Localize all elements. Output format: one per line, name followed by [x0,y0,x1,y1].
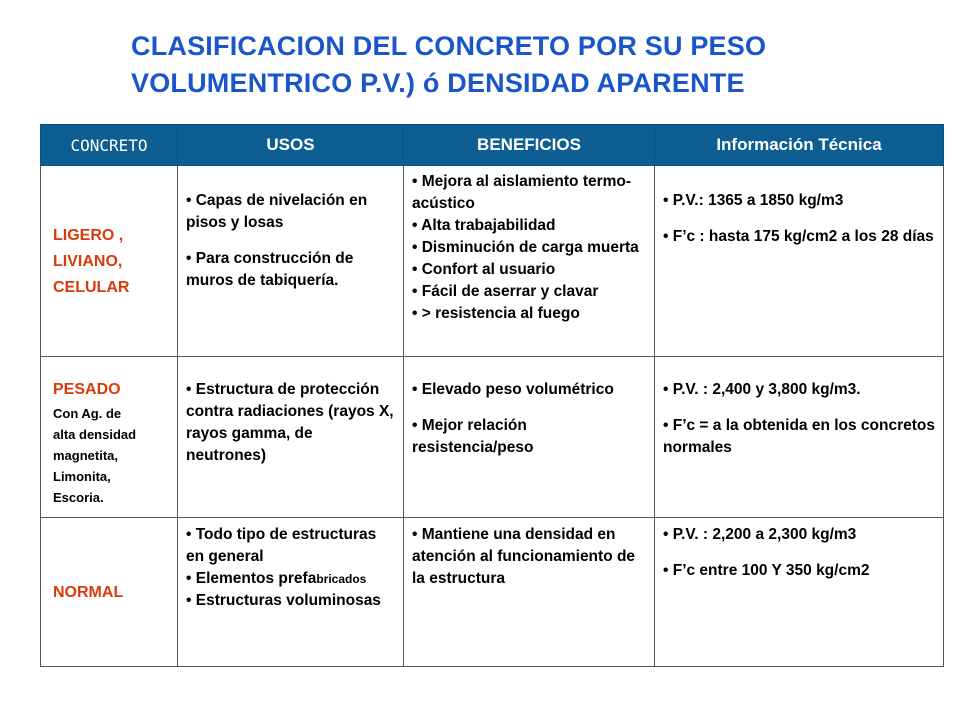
usos-item: • Estructura de protección contra radiaciones (rayos X, rayos gamma, de neutrones) [186,381,394,464]
header-informacion-tecnica: Información Técnica [655,125,944,166]
table-row-ligero [41,166,944,357]
usos-item: • Capas de nivelación en pisos y losas [186,192,368,231]
usos-cell [178,166,404,357]
beneficios-cell [404,166,655,357]
beneficio-item: • Confort al usuario [412,261,556,278]
beneficios-cell [404,518,655,667]
beneficio-item: • > resistencia al fuego [412,305,580,322]
category-sub: Con Ag. de [53,406,122,421]
category-label: PESADO [53,381,121,398]
category-sub: alta densidad [53,427,137,442]
category-sub: magnetita, [53,448,119,463]
category-cell [41,166,178,357]
table-row-pesado [41,357,944,518]
beneficio-item: • Fácil de aserrar y clavar [412,283,599,300]
usos-cell [178,357,404,518]
category-cell [41,518,178,667]
title-line-2: VOLUMENTRICO P.V.) ó DENSIDAD APARENTE [131,68,745,98]
beneficio-item: • Mejor relación resistencia/peso [412,417,534,456]
category-label-2: LIVIANO, [53,253,123,270]
usos-item: • Para construcción de muros de tabiquería. [186,250,354,289]
beneficio-item: • Disminución de carga muerta [412,239,639,256]
concrete-classification-table [40,124,944,667]
info-cell [655,357,944,518]
category-sub: Escoria. [53,490,104,505]
info-item: • P.V.: 1365 a 1850 kg/m3 [663,192,844,209]
info-item: • F’c entre 100 Y 350 kg/cm2 [663,562,870,579]
usos-item: • Todo tipo de estructuras en general [186,526,377,565]
header-concreto: CONCRETO [41,125,178,166]
category-label: LIGERO , [53,227,124,244]
beneficio-item: • Mejora al aislamiento termo- acústico [412,173,632,212]
title-line-1: CLASIFICACION DEL CONCRETO POR SU PESO [131,31,767,61]
info-item: • P.V. : 2,200 a 2,300 kg/m3 [663,526,857,543]
beneficio-item: • Alta trabajabilidad [412,217,556,234]
info-cell [655,518,944,667]
beneficio-item: • Mantiene una densidad en atención al funcionamiento de la estructura [412,526,636,587]
page-title [131,28,891,102]
table-header-row [41,125,944,166]
usos-item [186,568,395,590]
info-cell [655,166,944,357]
usos-item: • Estructuras voluminosas [186,592,381,609]
table-row-normal [41,518,944,667]
header-usos: USOS [178,125,404,166]
header-beneficios: BENEFICIOS [404,125,655,166]
usos-item-main: • Elementos prefa [186,570,317,587]
info-item: • P.V. : 2,400 y 3,800 kg/m3. [663,381,861,398]
category-label-3: CELULAR [53,279,130,296]
usos-item-small: bricados [316,572,367,586]
info-item: • F’c : hasta 175 kg/cm2 a los 28 días [663,228,934,245]
info-item: • F’c = a la obtenida en los concretos normales [663,417,936,456]
category-cell [41,357,178,518]
usos-cell [178,518,404,667]
beneficio-item: • Elevado peso volumétrico [412,381,614,398]
category-label: NORMAL [53,584,124,601]
beneficios-cell [404,357,655,518]
category-sub: Limonita, [53,469,111,484]
